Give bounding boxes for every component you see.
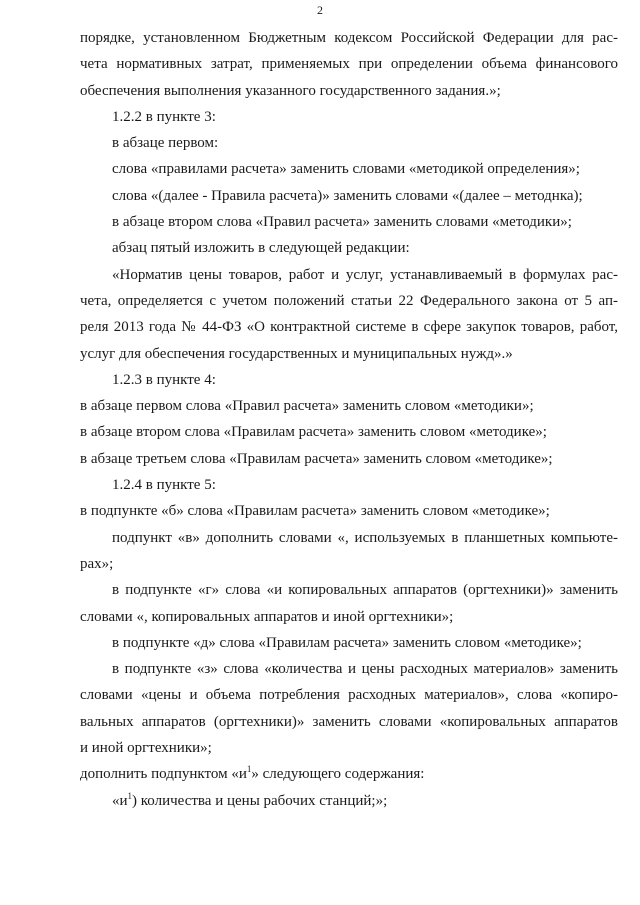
text-line: слова «правилами расчета» заменить словами «методикой определения»; (112, 161, 580, 178)
text-fragment: «и (112, 792, 128, 809)
text-line: в абзаце втором слова «Правил расчета» заменить словами «методики»; (112, 214, 572, 231)
superscript: 1 (246, 764, 252, 775)
text-line: в подпункте «з» слова «количества и цены расходных материалов» заменить (112, 661, 618, 678)
text-fragment: ) количества и цены рабочих станций;»; (132, 792, 388, 809)
text-line: в подпункте «б» слова «Правилам расчета» заменить словом «методике»; (80, 503, 550, 520)
text-line: в абзаце третьем слова «Правилам расчета» заменить словом «методике»; (80, 450, 553, 467)
text-line: в абзаце первом: (112, 135, 219, 152)
text-line: чета, определяется с учетом положений статьи 22 Федерального закона от 5 ап- (80, 292, 618, 309)
text-line: 1.2.2 в пункте 3: (112, 108, 216, 125)
text-line (80, 788, 618, 814)
text-line: вальных аппаратов (оргтехники)» заменить словами «копировальных аппаратов (80, 713, 618, 730)
text-line: чета нормативных затрат, применяемых при определении объема финансового (80, 56, 618, 73)
text-fragment: » следующего содержания: (251, 766, 425, 783)
text-line: и иной оргтехники»; (80, 740, 212, 757)
text-fragment: дополнить подпунктом «и (80, 766, 247, 783)
document-body (80, 25, 618, 814)
text-line: слова «(далее - Правила расчета)» заменить словами «(далее – методнка); (112, 187, 583, 204)
text-line: абзац пятый изложить в следующей редакции: (112, 240, 410, 257)
text-line: в абзаце втором слова «Правилам расчета» заменить словом «методике»; (80, 424, 547, 441)
text-line (80, 761, 618, 787)
text-line: подпункт «в» дополнить словами «, используемых в планшетных компьюте- (112, 529, 618, 546)
text-line: словами «, копировальных аппаратов и иной оргтехники»; (80, 608, 454, 625)
page-number: 2 (317, 3, 323, 17)
text-line: услуг для обеспечения государственных и муниципальных нужд».» (80, 345, 513, 362)
text-line: в подпункте «г» слова «и копировальных аппаратов (оргтехники)» заменить (112, 582, 618, 599)
text-line: 1.2.3 в пункте 4: (112, 371, 216, 388)
text-line: в подпункте «д» слова «Правилам расчета» заменить словом «методике»; (112, 634, 582, 651)
text-line: в абзаце первом слова «Правил расчета» заменить словом «методики»; (80, 398, 534, 415)
text-line: реля 2013 года № 44-ФЗ «О контрактной системе в сфере закупок товаров, работ, (80, 319, 618, 336)
text-line: «Норматив цены товаров, работ и услуг, устанавливаемый в формулах рас- (112, 266, 618, 283)
superscript: 1 (127, 790, 133, 801)
text-line: обеспечения выполнения указанного государственного задания.»; (80, 82, 501, 99)
text-line: порядке, установленном Бюджетным кодексом Российской Федерации для рас- (80, 30, 618, 46)
text-line: рах»; (80, 555, 114, 572)
text-line: словами «цены и объема потребления расходных материалов», слова «копиро- (80, 687, 618, 704)
text-line: 1.2.4 в пункте 5: (112, 477, 216, 494)
